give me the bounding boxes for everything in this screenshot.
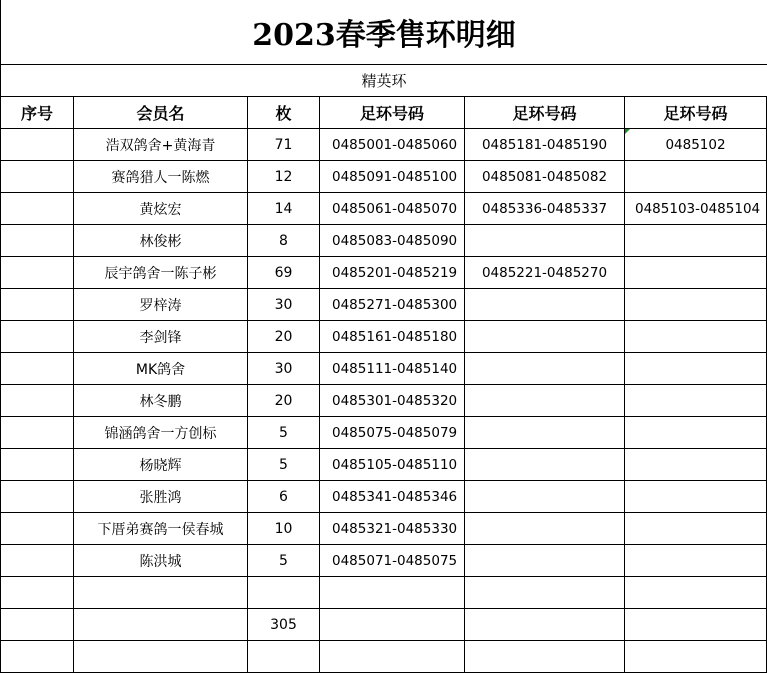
cell-ring-numbers-3[interactable]: 0485102 <box>625 129 767 161</box>
header-count[interactable]: 枚 <box>248 97 320 129</box>
cell-count[interactable]: 6 <box>248 481 320 513</box>
cell-ring-numbers-2[interactable]: 0485081-0485082 <box>465 161 625 193</box>
cell-ring-numbers-1[interactable]: 0485061-0485070 <box>320 193 465 225</box>
cell-ring-numbers-2[interactable] <box>465 385 625 417</box>
cell-member[interactable]: MK鸽舍 <box>74 353 248 385</box>
cell-ring-numbers-2[interactable] <box>465 289 625 321</box>
cell-count[interactable]: 5 <box>248 449 320 481</box>
table-row <box>1 641 767 673</box>
cell-member[interactable]: 杨晓辉 <box>74 449 248 481</box>
cell-ring-numbers-3[interactable] <box>625 449 767 481</box>
cell-ring-numbers-2[interactable]: 0485221-0485270 <box>465 257 625 289</box>
cell-ring-numbers-3[interactable] <box>625 353 767 385</box>
table-row <box>1 481 767 513</box>
cell-ring-numbers-1[interactable]: 0485321-0485330 <box>320 513 465 545</box>
cell-ring-numbers-3[interactable] <box>625 641 767 673</box>
cell-ring-numbers-2[interactable] <box>465 353 625 385</box>
table-row <box>1 353 767 385</box>
cell-count[interactable]: 8 <box>248 225 320 257</box>
table-row <box>1 513 767 545</box>
cell-index[interactable] <box>1 385 74 417</box>
header-index[interactable]: 序号 <box>1 97 74 129</box>
table-row <box>1 289 767 321</box>
cell-ring-numbers-2[interactable] <box>465 609 625 641</box>
cell-index[interactable] <box>1 257 74 289</box>
table-row <box>1 129 767 161</box>
cell-index[interactable] <box>1 641 74 673</box>
cell-index[interactable] <box>1 321 74 353</box>
cell-count[interactable] <box>248 577 320 609</box>
cell-ring-numbers-1[interactable]: 0485301-0485320 <box>320 385 465 417</box>
cell-index[interactable] <box>1 289 74 321</box>
cell-count[interactable]: 10 <box>248 513 320 545</box>
cell-ring-numbers-1[interactable]: 0485083-0485090 <box>320 225 465 257</box>
cell-index[interactable] <box>1 417 74 449</box>
table-row <box>1 161 767 193</box>
header-ring-numbers-3[interactable]: 足环号码 <box>625 97 767 129</box>
cell-ring-numbers-2[interactable] <box>465 449 625 481</box>
cell-member[interactable]: 陈洪城 <box>74 545 248 577</box>
cell-ring-numbers-1[interactable] <box>320 609 465 641</box>
cell-ring-numbers-3[interactable] <box>625 513 767 545</box>
cell-count[interactable]: 12 <box>248 161 320 193</box>
cell-ring-numbers-1[interactable]: 0485001-0485060 <box>320 129 465 161</box>
cell-ring-numbers-2[interactable] <box>465 641 625 673</box>
cell-ring-numbers-3[interactable] <box>625 385 767 417</box>
cell-member[interactable]: 罗梓涛 <box>74 289 248 321</box>
cell-count[interactable] <box>248 641 320 673</box>
cell-ring-numbers-2[interactable] <box>465 513 625 545</box>
table-row <box>1 225 767 257</box>
cell-ring-numbers-2[interactable]: 0485336-0485337 <box>465 193 625 225</box>
cell-ring-numbers-1[interactable]: 0485105-0485110 <box>320 449 465 481</box>
cell-ring-numbers-2[interactable] <box>465 417 625 449</box>
table-row <box>1 385 767 417</box>
cell-member[interactable]: 林冬鹏 <box>74 385 248 417</box>
cell-count[interactable]: 71 <box>248 129 320 161</box>
cell-member[interactable]: 李剑锋 <box>74 321 248 353</box>
cell-index[interactable] <box>1 481 74 513</box>
cell-count[interactable]: 14 <box>248 193 320 225</box>
header-ring-numbers-2[interactable]: 足环号码 <box>465 97 625 129</box>
cell-ring-numbers-3[interactable]: 0485103-0485104 <box>625 193 767 225</box>
cell-index[interactable] <box>1 193 74 225</box>
cell-member[interactable]: 辰宇鸽舍一陈子彬 <box>74 257 248 289</box>
cell-ring-numbers-1[interactable]: 0485341-0485346 <box>320 481 465 513</box>
cell-index[interactable] <box>1 161 74 193</box>
cell-ring-numbers-2[interactable] <box>465 545 625 577</box>
cell-index[interactable] <box>1 513 74 545</box>
cell-ring-numbers-2[interactable] <box>465 225 625 257</box>
cell-index[interactable] <box>1 129 74 161</box>
cell-ring-numbers-2[interactable] <box>465 481 625 513</box>
cell-count[interactable]: 30 <box>248 353 320 385</box>
cell-ring-numbers-2[interactable] <box>465 321 625 353</box>
cell-ring-numbers-3[interactable] <box>625 289 767 321</box>
cell-ring-numbers-3[interactable] <box>625 545 767 577</box>
header-row <box>1 97 767 129</box>
cell-count[interactable]: 20 <box>248 385 320 417</box>
cell-ring-numbers-1[interactable]: 0485111-0485140 <box>320 353 465 385</box>
table-row <box>1 449 767 481</box>
cell-member[interactable]: 黄炫宏 <box>74 193 248 225</box>
cell-ring-numbers-1[interactable]: 0485091-0485100 <box>320 161 465 193</box>
cell-member[interactable]: 锦涵鸽舍一方创标 <box>74 417 248 449</box>
header-member[interactable]: 会员名 <box>74 97 248 129</box>
cell-count[interactable]: 5 <box>248 545 320 577</box>
cell-ring-numbers-2[interactable]: 0485181-0485190 <box>465 129 625 161</box>
table-row <box>1 545 767 577</box>
cell-ring-numbers-3[interactable] <box>625 481 767 513</box>
table-row <box>1 577 767 609</box>
cell-member[interactable]: 下厝弟赛鸽一侯春城 <box>74 513 248 545</box>
cell-count[interactable]: 69 <box>248 257 320 289</box>
cell-member[interactable]: 林俊彬 <box>74 225 248 257</box>
cell-ring-numbers-3[interactable] <box>625 577 767 609</box>
cell-index[interactable] <box>1 577 74 609</box>
cell-ring-numbers-3[interactable] <box>625 257 767 289</box>
table-row <box>1 609 767 641</box>
cell-member[interactable]: 赛鸽猎人一陈燃 <box>74 161 248 193</box>
cell-ring-numbers-2[interactable] <box>465 577 625 609</box>
cell-count[interactable]: 305 <box>248 609 320 641</box>
cell-ring-numbers-3[interactable] <box>625 609 767 641</box>
cell-ring-numbers-1[interactable]: 0485071-0485075 <box>320 545 465 577</box>
ring-sales-table <box>0 96 767 673</box>
cell-count[interactable]: 5 <box>248 417 320 449</box>
cell-ring-numbers-1[interactable]: 0485271-0485300 <box>320 289 465 321</box>
table-body <box>1 129 767 673</box>
cell-count[interactable]: 20 <box>248 321 320 353</box>
cell-ring-numbers-3[interactable] <box>625 417 767 449</box>
cell-index[interactable] <box>1 609 74 641</box>
cell-ring-numbers-1[interactable]: 0485161-0485180 <box>320 321 465 353</box>
table-row <box>1 321 767 353</box>
table-row <box>1 257 767 289</box>
table-row <box>1 417 767 449</box>
cell-index[interactable] <box>1 449 74 481</box>
header-ring-numbers-1[interactable]: 足环号码 <box>320 97 465 129</box>
cell-index[interactable] <box>1 225 74 257</box>
cell-ring-numbers-3[interactable] <box>625 225 767 257</box>
table-row <box>1 193 767 225</box>
cell-ring-numbers-3[interactable] <box>625 321 767 353</box>
cell-ring-numbers-1[interactable] <box>320 641 465 673</box>
cell-ring-numbers-3[interactable] <box>625 161 767 193</box>
cell-index[interactable] <box>1 545 74 577</box>
cell-member[interactable] <box>74 577 248 609</box>
sheet-title[interactable]: 2023春季售环明细 <box>0 0 767 65</box>
cell-count[interactable]: 30 <box>248 289 320 321</box>
cell-ring-numbers-1[interactable]: 0485201-0485219 <box>320 257 465 289</box>
cell-ring-numbers-1[interactable]: 0485075-0485079 <box>320 417 465 449</box>
cell-index[interactable] <box>1 353 74 385</box>
cell-member[interactable] <box>74 609 248 641</box>
sheet-subtitle[interactable]: 精英环 <box>0 65 767 97</box>
cell-ring-numbers-1[interactable] <box>320 577 465 609</box>
cell-member[interactable] <box>74 641 248 673</box>
cell-member[interactable]: 张胜鸿 <box>74 481 248 513</box>
cell-member[interactable]: 浩双鸽舍+黄海青 <box>74 129 248 161</box>
